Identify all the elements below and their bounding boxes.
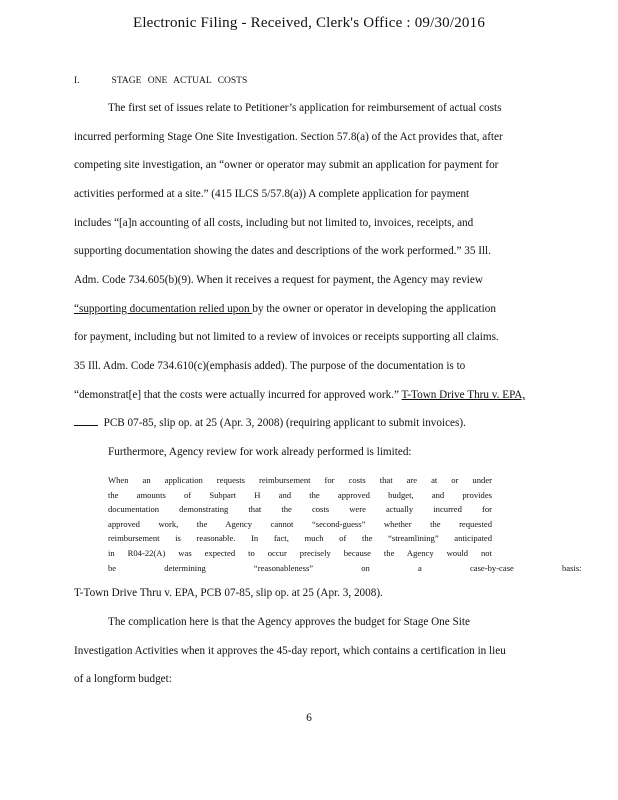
- paragraph-line: includes “[a]n accounting of all costs, including but not limited to, invoices, receipts, and: [74, 217, 474, 229]
- blank-line: [74, 416, 98, 426]
- paragraph-line: “supporting documentation relied upon by the owner or operator in developing the application: [74, 303, 496, 315]
- paragraph-line: The complication here is that the Agency approves the budget for Stage One Site: [108, 616, 470, 628]
- block-quote-line: in R04-22(A) was expected to occur precisely because the Agency would not: [108, 547, 492, 558]
- filing-header: Electronic Filing - Received, Clerk's Office : 09/30/2016: [132, 15, 486, 31]
- section-title: STAGE ONE ACTUAL COSTS: [111, 76, 248, 86]
- quote-intro: Furthermore, Agency review for work already performed is limited:: [108, 446, 412, 458]
- case-citation: T-Town Drive Thru v. EPA,: [401, 389, 526, 401]
- paragraph-line: “demonstrat[e] that the costs were actually incurred for approved work.” T-Town Drive Thru v. EPA,: [74, 389, 526, 401]
- block-quote-line: the amounts of Subpart H and the approved budget, and provides: [108, 489, 492, 500]
- paragraph-line: PCB 07-85, slip op. at 25 (Apr. 3, 2008) (requiring applicant to submit invoices).: [74, 416, 466, 430]
- block-quote-line: When an application requests reimbursement for costs that are at or under: [108, 475, 492, 485]
- paragraph-line: competing site investigation, an “owner or operator may submit an application for payment for: [74, 159, 499, 171]
- paragraph-line: supporting documentation showing the dates and descriptions of the work performed.” 35 Ill.: [74, 245, 491, 257]
- paragraph-line: 35 Ill. Adm. Code 734.610(c)(emphasis added). The purpose of the documentation is to: [74, 360, 466, 372]
- paragraph-line: for payment, including but not limited to a review of invoices or receipts supporting all claims.: [74, 331, 499, 343]
- block-quote-line: approved work, the Agency cannot “second-guess” whether the requested: [108, 518, 492, 529]
- section-heading: [74, 74, 247, 88]
- block-quote-line: reimbursement is reasonable. In fact, much of the “streamlining” anticipated: [108, 533, 492, 544]
- paragraph-line: Adm. Code 734.605(b)(9). When it receives a request for payment, the Agency may review: [74, 274, 483, 286]
- section-number: I.: [74, 76, 80, 86]
- page-number: 6: [306, 712, 312, 724]
- paragraph-line: activities performed at a site.” (415 ILCS 5/57.8(a)) A complete application for payment: [74, 188, 470, 200]
- block-quote: [108, 473, 582, 575]
- citation: T-Town Drive Thru v. EPA, PCB 07-85, slip op. at 25 (Apr. 3, 2008).: [74, 587, 383, 599]
- block-quote-line: be determining “reasonableness” on a case-by-case basis:: [108, 562, 582, 573]
- paragraph-line: of a longform budget:: [74, 673, 172, 685]
- paragraph-line: The first set of issues relate to Petitioner’s application for reimbursement of actual costs: [108, 102, 502, 114]
- paragraph-line: Investigation Activities when it approves the 45-day report, which contains a certification in lieu: [74, 645, 506, 657]
- paragraph-line: incurred performing Stage One Site Investigation. Section 57.8(a) of the Act provides that, after: [74, 131, 503, 143]
- underlined-phrase: “supporting documentation relied upon: [74, 303, 253, 315]
- block-quote-line: documentation demonstrating that the costs were actually incurred for: [108, 504, 492, 515]
